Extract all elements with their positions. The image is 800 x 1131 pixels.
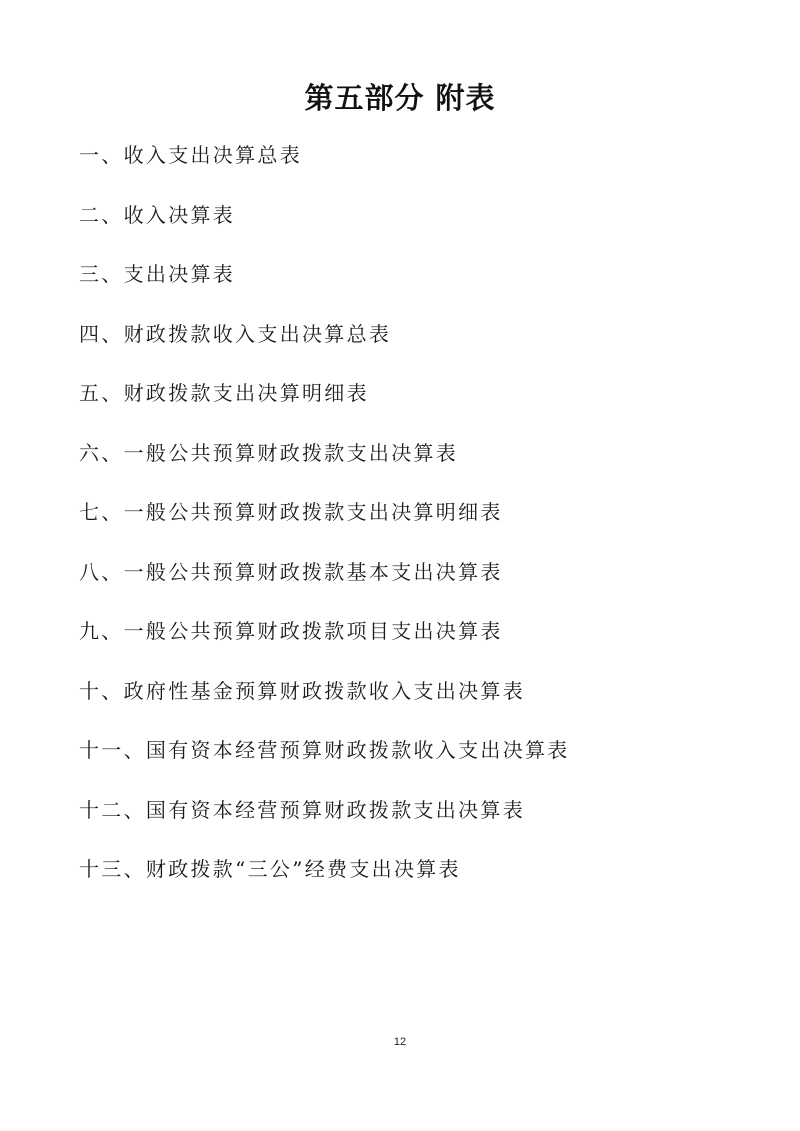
list-item: 六、一般公共预算财政拨款支出决算表 bbox=[79, 440, 459, 465]
page-title: 第五部分 附表 bbox=[304, 81, 496, 115]
list-item: 九、一般公共预算财政拨款项目支出决算表 bbox=[79, 619, 503, 643]
page-number: 12 bbox=[393, 1036, 407, 1048]
list-item: 八、一般公共预算财政拨款基本支出决算表 bbox=[79, 559, 503, 584]
appendix-table-list bbox=[79, 140, 570, 914]
list-item: 十二、国有资本经营预算财政拨款支出决算表 bbox=[79, 797, 525, 822]
list-item: 十一、国有资本经营预算财政拨款收入支出决算表 bbox=[79, 738, 570, 762]
list-item: 一、收入支出决算总表 bbox=[79, 143, 302, 167]
list-item: 三、支出决算表 bbox=[79, 262, 236, 286]
list-item: 五、财政拨款支出决算明细表 bbox=[79, 381, 369, 405]
list-item: 七、一般公共预算财政拨款支出决算明细表 bbox=[79, 500, 503, 524]
list-item: 十三、财政拨款“三公”经费支出决算表 bbox=[79, 857, 461, 881]
list-item: 二、收入决算表 bbox=[79, 202, 236, 227]
list-item: 四、财政拨款收入支出决算总表 bbox=[79, 321, 392, 346]
list-item: 十、政府性基金预算财政拨款收入支出决算表 bbox=[79, 678, 525, 703]
